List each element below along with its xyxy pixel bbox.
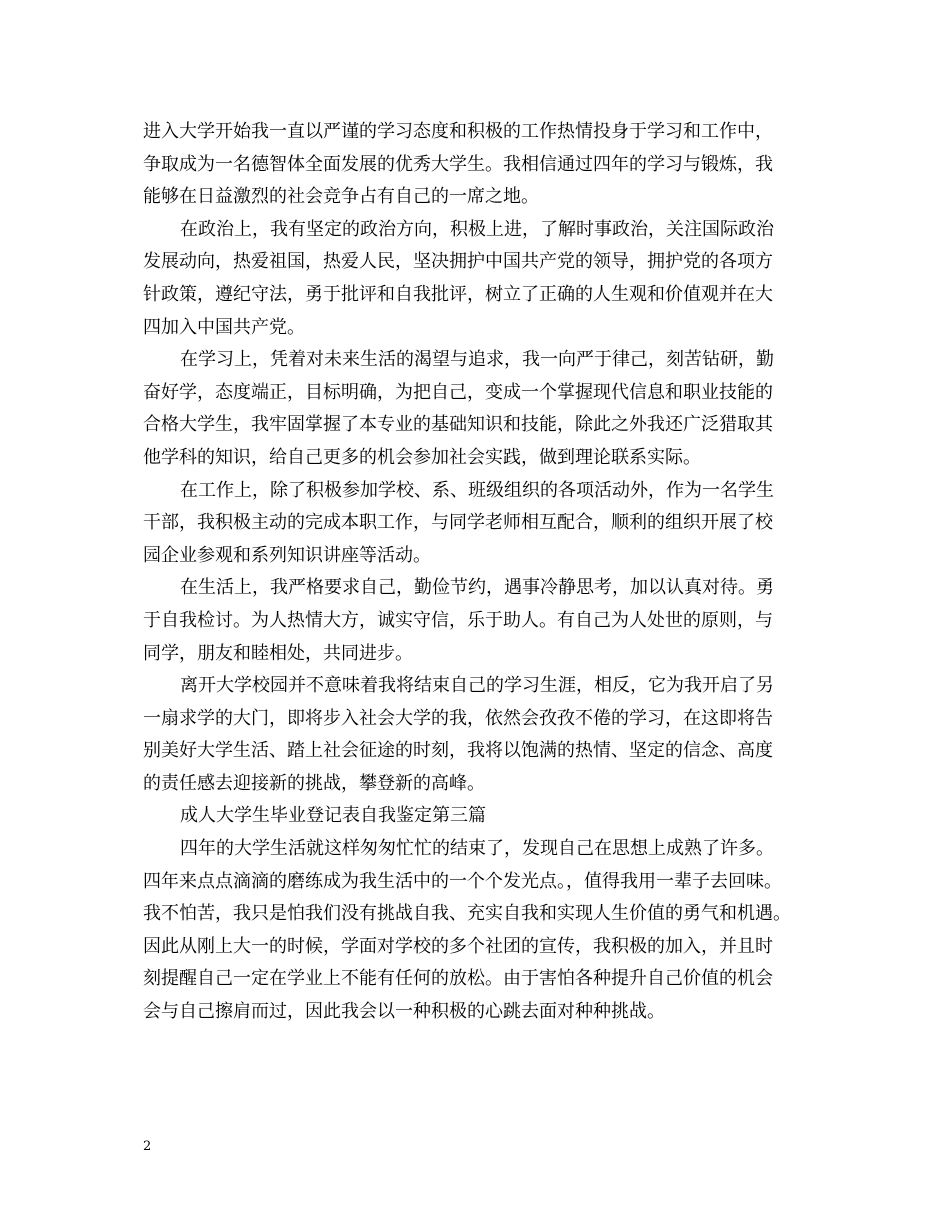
paragraph [143, 214, 823, 344]
text-line: 离开大学校园并不意味着我将结束自己的学习生涯，相反，它为我开启了另 [180, 675, 774, 697]
text-line: 四加入中国共产党。 [143, 316, 305, 338]
paragraph [143, 116, 823, 214]
paragraph [143, 572, 823, 670]
text-line: 能够在日益激烈的社会竞争占有自己的一席之地。 [143, 186, 539, 208]
text-line: 在生活上，我严格要求自己，勤俭节约，遇事冷静思考，加以认真对待。勇 [180, 577, 774, 599]
text-line: 会与自己擦肩而过，因此我会以一种积极的心跳去面对种种挑战。 [143, 1001, 665, 1023]
text-line: 他学科的知识，给自己更多的机会参加社会实践，做到理论联系实际。 [143, 446, 701, 468]
text-line: 成人大学生毕业登记表自我鉴定第三篇 [180, 805, 486, 827]
paragraph [143, 475, 823, 573]
document-body [143, 116, 823, 1029]
text-line: 发展动向，热爱祖国，热爱人民，坚决拥护中国共产党的领导，拥护党的各项方 [143, 251, 773, 273]
text-line: 针政策，遵纪守法，勇于批评和自我批评，树立了正确的人生观和价值观并在大 [143, 283, 773, 305]
page-number: 2 [143, 1139, 152, 1154]
text-line: 一扇求学的大门，即将步入社会大学的我，依然会孜孜不倦的学习，在这即将告 [143, 707, 773, 729]
text-line: 的责任感去迎接新的挑战，攀登新的高峰。 [143, 772, 485, 794]
text-line: 因此从刚上大一的时候，学面对学校的多个社团的宣传，我积极的加入，并且时 [143, 935, 773, 957]
paragraph [143, 833, 823, 1029]
text-line: 在工作上，除了积极参加学校、系、班级组织的各项活动外，作为一名学生 [180, 479, 774, 501]
text-line: 干部，我积极主动的完成本职工作，与同学老师相互配合，顺利的组织开展了校 [143, 512, 773, 534]
text-line: 同学，朋友和睦相处，共同进步。 [143, 642, 413, 664]
text-line: 别美好大学生活、踏上社会征途的时刻，我将以饱满的热情、坚定的信念、高度 [143, 740, 773, 762]
text-line: 园企业参观和系列知识讲座等活动。 [143, 544, 431, 566]
paragraph [143, 344, 823, 474]
text-line: 四年的大学生活就这样匆匆忙忙的结束了，发现自己在思想上成熟了许多。 [180, 838, 774, 860]
text-line: 争取成为一名德智体全面发展的优秀大学生。我相信通过四年的学习与锻炼，我 [143, 153, 773, 175]
text-line: 在政治上，我有坚定的政治方向，积极上进，了解时事政治，关注国际政治 [180, 218, 774, 240]
paragraph [143, 670, 823, 800]
text-line: 四年来点点滴滴的磨练成为我生活中的一个个发光点。，值得我用一辈子去回味。 [143, 870, 782, 892]
text-line: 进入大学开始我一直以严谨的学习态度和积极的工作热情投身于学习和工作中， [143, 121, 773, 142]
text-line: 合格大学生，我牢固掌握了本专业的基础知识和技能，除此之外我还广泛猎取其 [143, 414, 773, 436]
text-line: 我不怕苦，我只是怕我们没有挑战自我、充实自我和实现人生价值的勇气和机遇。 [143, 903, 791, 925]
text-line: 刻提醒自己一定在学业上不能有任何的放松。由于害怕各种提升自己价值的机会 [143, 968, 773, 990]
text-line: 于自我检讨。为人热情大方，诚实守信，乐于助人。有自己为人处世的原则，与 [143, 609, 773, 631]
text-line: 奋好学，态度端正，目标明确，为把自己，变成一个掌握现代信息和职业技能的 [143, 381, 773, 403]
paragraph [143, 800, 823, 833]
text-line: 在学习上，凭着对未来生活的渴望与追求，我一向严于律己，刻苦钻研，勤 [180, 349, 774, 371]
